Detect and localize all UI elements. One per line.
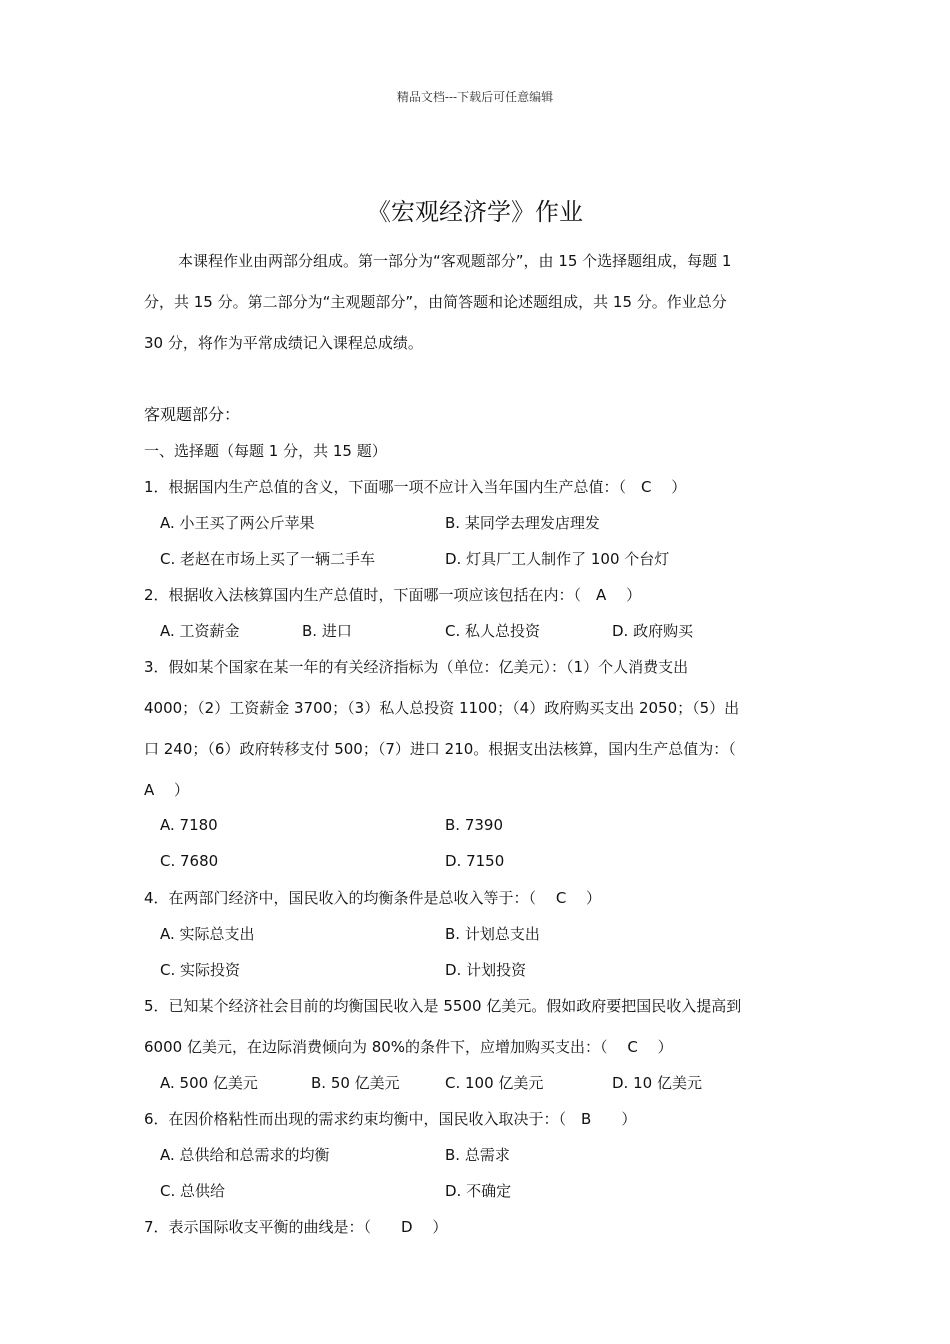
section-objective: 客观题部分：: [144, 405, 241, 424]
question-5-stem-line-2: 6000 亿美元，在边际消费倾向为 80%的条件下，应增加购买支出：（ C ）: [144, 1038, 673, 1056]
question-3-option-a: A. 7180: [160, 816, 218, 834]
question-6-stem: 6．在因价格粘性而出现的需求约束均衡中，国民收入取决于：（ B ）: [144, 1110, 637, 1128]
question-6-option-a: A. 总供给和总需求的均衡: [160, 1146, 330, 1164]
question-6-option-b: B. 总需求: [445, 1146, 510, 1164]
question-6-option-c: C. 总供给: [160, 1182, 226, 1200]
question-3-option-c: C. 7680: [160, 852, 219, 870]
part1-heading: 一、选择题（每题 1 分，共 15 题）: [144, 442, 387, 460]
question-1-option-d: D. 灯具厂工人制作了 100 个台灯: [445, 550, 670, 568]
question-5-stem-line-1: 5．已知某个经济社会目前的均衡国民收入是 5500 亿美元。假如政府要把国民收入提高到: [144, 997, 742, 1015]
intro-line-2: 分，共 15 分。第二部分为“主观题部分”，由简答题和论述题组成，共 15 分。作业总分: [144, 293, 727, 311]
intro-line-1: 本课程作业由两部分组成。第一部分为“客观题部分”，由 15 个选择题组成，每题 1: [178, 252, 732, 270]
question-4-option-c: C. 实际投资: [160, 961, 241, 979]
question-2-option-c: C. 私人总投资: [445, 622, 541, 640]
question-5-option-a: A. 500 亿美元: [160, 1074, 258, 1092]
question-3-stem-line-1: 3．假如某个国家在某一年的有关经济指标为（单位：亿美元）：（1）个人消费支出: [144, 658, 689, 676]
question-2-option-b: B. 进口: [302, 622, 352, 640]
question-3-stem-line-3: 口 240；（6）政府转移支付 500；（7）进口 210。根据支出法核算，国内生产总值为：（: [144, 740, 736, 758]
header-note: 精品文档---下载后可任意编辑: [396, 90, 554, 104]
question-4-stem: 4．在两部门经济中，国民收入的均衡条件是总收入等于：（ C ）: [144, 889, 602, 907]
question-3-stem-line-2: 4000；（2）工资薪金 3700；（3）私人总投资 1100；（4）政府购买支出 2050；（5）出: [144, 699, 740, 717]
question-4-option-a: A. 实际总支出: [160, 925, 255, 943]
question-4-option-b: B. 计划总支出: [445, 925, 540, 943]
question-2-option-a: A. 工资薪金: [160, 622, 240, 640]
question-1-option-b: B. 某同学去理发店理发: [445, 514, 600, 532]
question-1-option-a: A. 小王买了两公斤苹果: [160, 514, 315, 532]
question-5-option-d: D. 10 亿美元: [612, 1074, 702, 1092]
question-3-stem-line-4: A ）: [144, 781, 190, 799]
question-3-option-b: B. 7390: [445, 816, 504, 834]
question-1-option-c: C. 老赵在市场上买了一辆二手车: [160, 550, 376, 568]
question-1-stem: 1．根据国内生产总值的含义，下面哪一项不应计入当年国内生产总值：（ C ）: [144, 478, 687, 496]
question-5-option-b: B. 50 亿美元: [311, 1074, 400, 1092]
intro-line-3: 30 分，将作为平常成绩记入课程总成绩。: [144, 334, 423, 352]
question-3-option-d: D. 7150: [445, 852, 505, 870]
question-6-option-d: D. 不确定: [445, 1182, 512, 1200]
document-title: 《宏观经济学》作业: [367, 198, 583, 226]
question-2-option-d: D. 政府购买: [612, 622, 694, 640]
question-4-option-d: D. 计划投资: [445, 961, 527, 979]
question-2-stem: 2．根据收入法核算国内生产总值时，下面哪一项应该包括在内：（ A ）: [144, 586, 642, 604]
question-7-stem: 7．表示国际收支平衡的曲线是：（ D ）: [144, 1218, 448, 1236]
question-5-option-c: C. 100 亿美元: [445, 1074, 544, 1092]
